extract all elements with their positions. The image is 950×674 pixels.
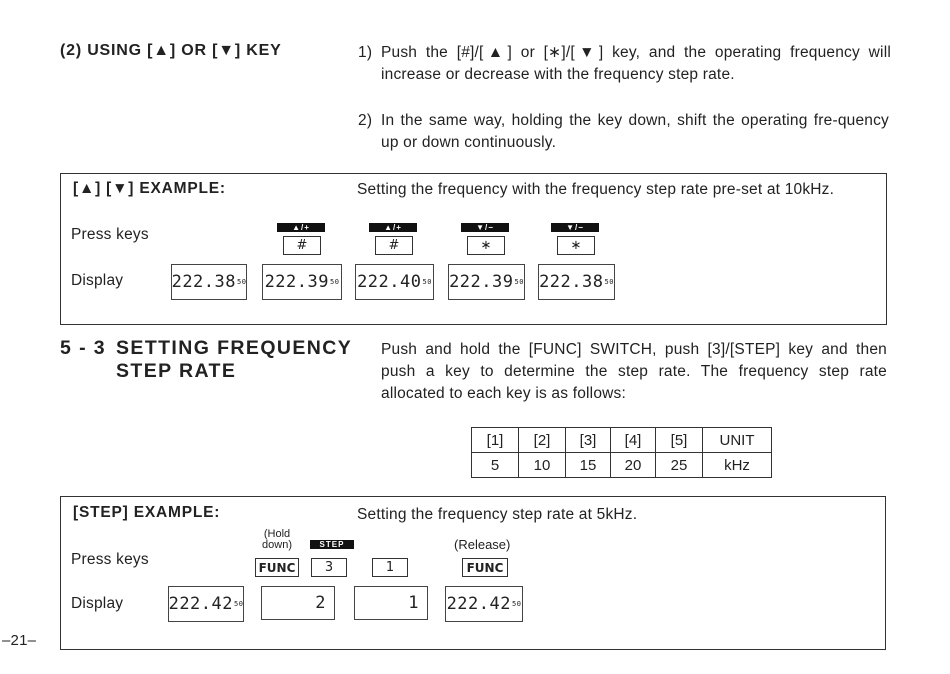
star-key[interactable]: ∗ [467, 236, 505, 255]
example-title: [STEP] EXAMPLE: [73, 504, 221, 521]
table-cell: kHz [703, 453, 772, 478]
key-top-down-minus: ▼/− [551, 223, 599, 232]
display-label: Display [71, 595, 124, 612]
table-header-cell: [3] [566, 428, 611, 453]
table-header-cell: UNIT [703, 428, 772, 453]
table-cell: 10 [519, 453, 566, 478]
star-key[interactable]: ∗ [557, 236, 595, 255]
step-entry-display: 1 [354, 586, 428, 620]
instruction-paragraph-2: In the same way, holding the key down, shift the operating fre-quency up or down continuously. [381, 112, 889, 151]
step-number-1: 1) [358, 44, 373, 61]
table-cell: 20 [611, 453, 656, 478]
table-row [472, 453, 772, 478]
press-keys-label: Press keys [71, 551, 149, 568]
key-top-up-plus: ▲/+ [277, 223, 325, 232]
table-header-cell: [5] [656, 428, 703, 453]
press-keys-label: Press keys [71, 226, 149, 243]
release-note: (Release) [454, 537, 511, 552]
table-cell: 15 [566, 453, 611, 478]
table-header-cell: [1] [472, 428, 519, 453]
section-number: 5 - 3 [60, 337, 107, 359]
step-rate-table [471, 427, 772, 478]
table-header-row [472, 428, 772, 453]
instruction-paragraph-1: Push the [#]/[▲] or [∗]/[▼] key, and the operating frequency will increase or decrease with the frequency step rate. [381, 44, 891, 83]
frequency-display: 222.38 50 [171, 264, 247, 300]
key-top-up-plus: ▲/+ [369, 223, 417, 232]
section-title-line1: SETTING FREQUENCY [116, 337, 353, 359]
step-number-2: 2) [358, 112, 373, 129]
table-cell: 5 [472, 453, 519, 478]
frequency-display: 222.39 50 [448, 264, 525, 300]
step-tag: STEP [310, 540, 354, 549]
section-heading: (2) USING [▲] OR [▼] KEY [60, 42, 282, 59]
example-description: Setting the frequency step rate at 5kHz. [357, 506, 638, 523]
step-entry-display: 2 [261, 586, 335, 620]
up-down-example-box [60, 173, 887, 325]
display-label: Display [71, 272, 124, 289]
section-paragraph: Push and hold the [FUNC] SWITCH, push [3]/[STEP] key and then push a key to determine the step rate. The frequency step rate allocated to each key is as follows: [381, 341, 887, 402]
frequency-display: 222.42 50 [445, 586, 523, 622]
table-cell: 25 [656, 453, 703, 478]
example-title: [▲] [▼] EXAMPLE: [73, 180, 226, 197]
example-description: Setting the frequency with the frequency step rate pre-set at 10kHz. [357, 181, 835, 198]
hash-key[interactable]: # [283, 236, 321, 255]
table-header-cell: [4] [611, 428, 656, 453]
table-header-cell: [2] [519, 428, 566, 453]
hash-key[interactable]: # [375, 236, 413, 255]
step-example-box [60, 496, 886, 650]
frequency-display: 222.39 50 [262, 264, 342, 300]
frequency-display: 222.40 50 [355, 264, 434, 300]
key-1[interactable]: 1 [372, 558, 408, 577]
frequency-display: 222.42 50 [168, 586, 244, 622]
frequency-display: 222.38 50 [538, 264, 615, 300]
key-top-down-minus: ▼/− [461, 223, 509, 232]
key-3[interactable]: 3 [311, 558, 347, 577]
section-title-line2: STEP RATE [116, 360, 237, 382]
hold-down-note: (Hold down) [262, 528, 292, 551]
page-number: –21– [2, 632, 37, 649]
func-key[interactable]: FUNC [462, 558, 508, 577]
func-key[interactable]: FUNC [255, 558, 299, 577]
